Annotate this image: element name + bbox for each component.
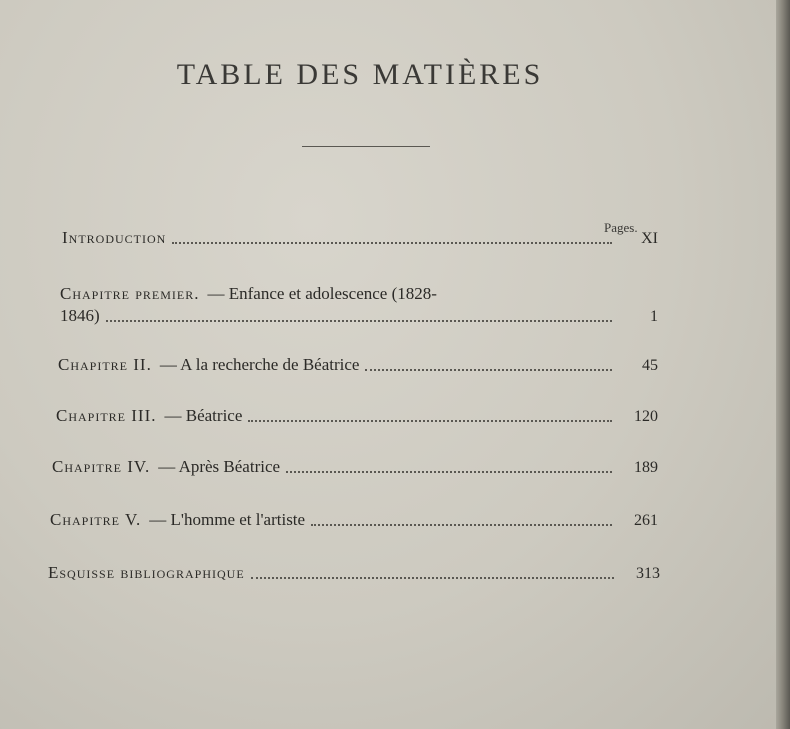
dot-leader bbox=[248, 420, 612, 422]
toc-entry-chapitre-ii bbox=[58, 355, 658, 375]
entry-page: XI bbox=[641, 230, 658, 247]
entry-lead: Chapitre III. bbox=[56, 406, 157, 425]
dot-leader bbox=[106, 320, 612, 322]
pages-column-header: Pages. bbox=[604, 220, 638, 235]
toc-entry-introduction bbox=[62, 228, 658, 248]
dot-leader bbox=[365, 369, 612, 371]
dot-leader bbox=[311, 524, 612, 526]
page-edge bbox=[776, 0, 790, 729]
page-title: TABLE DES MATIÈRES bbox=[176, 58, 544, 91]
entry-page: 120 bbox=[634, 408, 658, 425]
dot-leader bbox=[286, 471, 612, 473]
entry-page: 313 bbox=[636, 565, 660, 582]
entry-lead: Chapitre IV. bbox=[52, 457, 151, 476]
entry-title: — Après Béatrice bbox=[158, 457, 281, 476]
entry-title: — A la recherche de Béatrice bbox=[159, 355, 360, 374]
toc-entry-chapitre-iii bbox=[56, 406, 658, 426]
toc-entry-chapitre-iv bbox=[52, 457, 658, 477]
dot-leader bbox=[172, 242, 612, 244]
entry-title: — Béatrice bbox=[164, 406, 243, 425]
entry-title: — L'homme et l'artiste bbox=[149, 510, 306, 529]
entry-title-continued: 1846) bbox=[60, 306, 100, 325]
entry-title: — Enfance et adolescence (1828- bbox=[207, 284, 437, 303]
entry-lead: Chapitre premier. bbox=[60, 284, 200, 303]
entry-lead: Esquisse bibliographique bbox=[48, 563, 245, 582]
entry-lead: Chapitre II. bbox=[58, 355, 152, 374]
entry-page: 1 bbox=[650, 308, 658, 325]
dot-leader bbox=[251, 577, 614, 579]
entry-page: 189 bbox=[634, 459, 658, 476]
entry-page: 261 bbox=[634, 512, 658, 529]
toc-entry-chapitre-premier bbox=[60, 284, 658, 326]
toc-entry-esquisse-bibliographique bbox=[48, 563, 660, 583]
toc-entry-chapitre-v bbox=[50, 510, 658, 530]
entry-page: 45 bbox=[642, 357, 658, 374]
entry-lead: Chapitre V. bbox=[50, 510, 142, 529]
entry-lead: Introduction bbox=[62, 228, 167, 247]
title-rule bbox=[302, 146, 430, 147]
